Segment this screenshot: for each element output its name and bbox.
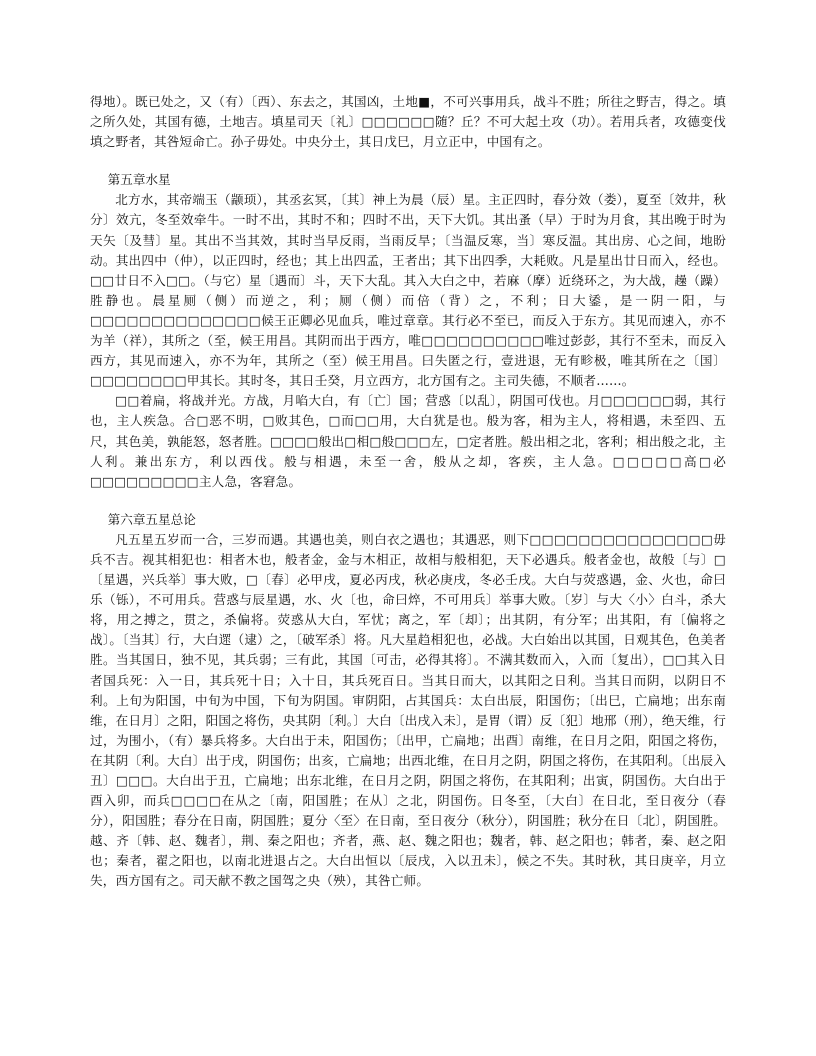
paragraph-five-stars: 凡五星五岁而一合，三岁而遇。其遇也美，则白衣之遇也；其遇恶，则下□□□□□□□□□□□□□□□毋兵不吉。视其相犯也：相者木也，般者金，金与木相正，故相与般相犯，天下必遇兵。般者金也，故般〔与〕□〔星遇，兴兵举〕事大败，□〔春〕必甲戌，夏必丙戌，秋必庚戌，冬必壬戌。大白与荧惑遇，金、火也，命曰乐（铄），不可用兵。营惑与辰星遇，水、火〔也，命曰焠，不可用兵〕举事大败。〔岁〕与大〈小〉白斗，杀大将，用之搏之，贯之，杀偏将。荧惑从大白，军忧；离之，军〔却〕；出其阴，有分军；出其阳，有〔偏将之战〕。〔当其〕行，大白遝（逮）之，〔破军杀〕将。凡大星趋相犯也，必战。大白始出以其国，日观其色，色美者胜。当其国日，独不见，其兵弱；三有此，其国〔可击，必得其将〕。不满其数而入，入而〔复出），□□其入日者国兵死：入一日，其兵死十日；入十日，其兵死百日。当其日而大，以其阳之日利。当其日而阴，以阴日不利。上旬为阳国，中旬为中国，下旬为阴国。审阴阳，占其国兵：太白出辰，阳国伤；〔出巳，亡扁地；出东南维，在日月〕之阳，阳国之将伤，央其阴〔利。〕大白〔出戌入未〕，是胃（谓）反〔犯〕地邢（刑），绝天维，行过，为围小，（有）暴兵将多。大白出于未，阳国伤；〔出甲，亡扁地；出酉〕南维，在日月之阳，阳国之将伤，在其阴〔利。大白〕出于戌，阴国伤；出亥，亡扁地；出西北维，在日月之阴，阴国之将伤，在其阳利。〔出辰入丑〕□□□。大白出于丑，亡扁地；出东北维，在日月之阴，阴国之将伤，在其阳利；出寅，阴国伤。大白出于酉入卯，而兵□□□□在从之〔南，阳国胜；在从〕之北，阴国伤。日冬至，〔大白〕在日北，至日夜分（春分），阳国胜；春分在日南，阴国胜；夏分〈至〉在日南，至日夜分（秋分），阴国胜；秋分在日〔北〕，阴国胜。越、齐〔韩、赵、魏者〕，荆、秦之阳也；齐者，燕、赵、魏之阳也；魏者，韩、赵之阳也；韩者，秦、赵之阳也；秦者，翟之阳也，以南北进退占之。大白出恒以〔辰戌，入以丑未〕，候之不失。其时秋，其日庚辛，月立失，西方国有之。司天献不教之国驾之央（殃），其咎亡师。: [90, 531, 726, 889]
paragraph-earth-star-end: 得地）。既已处之，又（有）〔西）、东去之，其国凶，土地■，不可兴事用兵，战斗不胜；所往之野吉，得之。填之所久处，其国有德，土地吉。填星司天〔礼〕□□□□□□随？丘？不可大起土攻（功）。若用兵者，攻德变伐填之野者，其咎短命亡。孙子毋处。中央分土，其日戊巳，月立正中，中国有之。: [90, 94, 726, 150]
heading-chapter-6: 第六章五星总论: [107, 511, 196, 527]
paragraph-mercury-1: 北方水，其帝端玉（颛顼），其丞玄冥，〔其〕神上为晨（辰）星。主正四时，春分效（娄），夏至〔效井，秋分〕效亢，冬至效牵牛。一时不出，其时不和；四时不出，天下大饥。其出蚤（早）于时为月食，其出晚于时为天矢〔及彗〕星。其出不当其效，其时当早反雨，当雨反旱；〔当温反寒，当〕寒反温。其出房、心之间，地盼动。其出四中（仲），以正四时，经也；其上出四孟，王者出；其下出四季，大耗败。凡是星出廿日而入，经也。□□廿日不入□□。（与它）星〔遇而〕斗，天下大乱。其入大白之中，若麻（摩）近绕环之，为大战，趮（躁）胜静也。晨星厕（侧）而逆之，利；厕（侧）而倍（背）之，不利；日大鋈，是一阴一阳，与□□□□□□□□□□□□□□候王正卿必见血兵，唯过章章。其行必不至已，而反入于东方。其见而速入，亦不为羊（祥），其所之（至，候王用昌。其阴而出于西方，唯□□□□□□□□□□唯过彭彭，其行不至未，而反入西方，其见而速入，亦不为年，其所之（至）候王用昌。曰失匿之行，壹进退，无有畛极，唯其所在之〔国〕□□□□□□□□甲其长。其时冬，其日壬癸，月立西方，北方国有之。主司失德，不顺者……。: [90, 192, 726, 389]
document-page: [90, 92, 726, 892]
section-gap: [90, 152, 726, 170]
heading-chapter-5: 第五章水星: [107, 172, 171, 188]
section-gap: [90, 492, 726, 510]
paragraph-mercury-2: □□着扁，将战并光。方战，月啗大白，有〔亡〕国；营惑〔以乱〕，阴国可伐也。月□□□□□□弱，其行也，主人疾急。合□恶不明，□败其色，□而□□用，大白犹是也。般为客，相为主人，将相遇，未至四、五尺，其色美，孰能怒，怒者胜。□□□□般出□相□般□□□左，□定者胜。般出相之北，客利；相出般之北，主人利。兼出东方，利以西伐。般与相遇，未至一舍，般从之却，客疾，主人急。□□□□□高□必□□□□□□□□□主人急，客窘急。: [90, 393, 726, 489]
